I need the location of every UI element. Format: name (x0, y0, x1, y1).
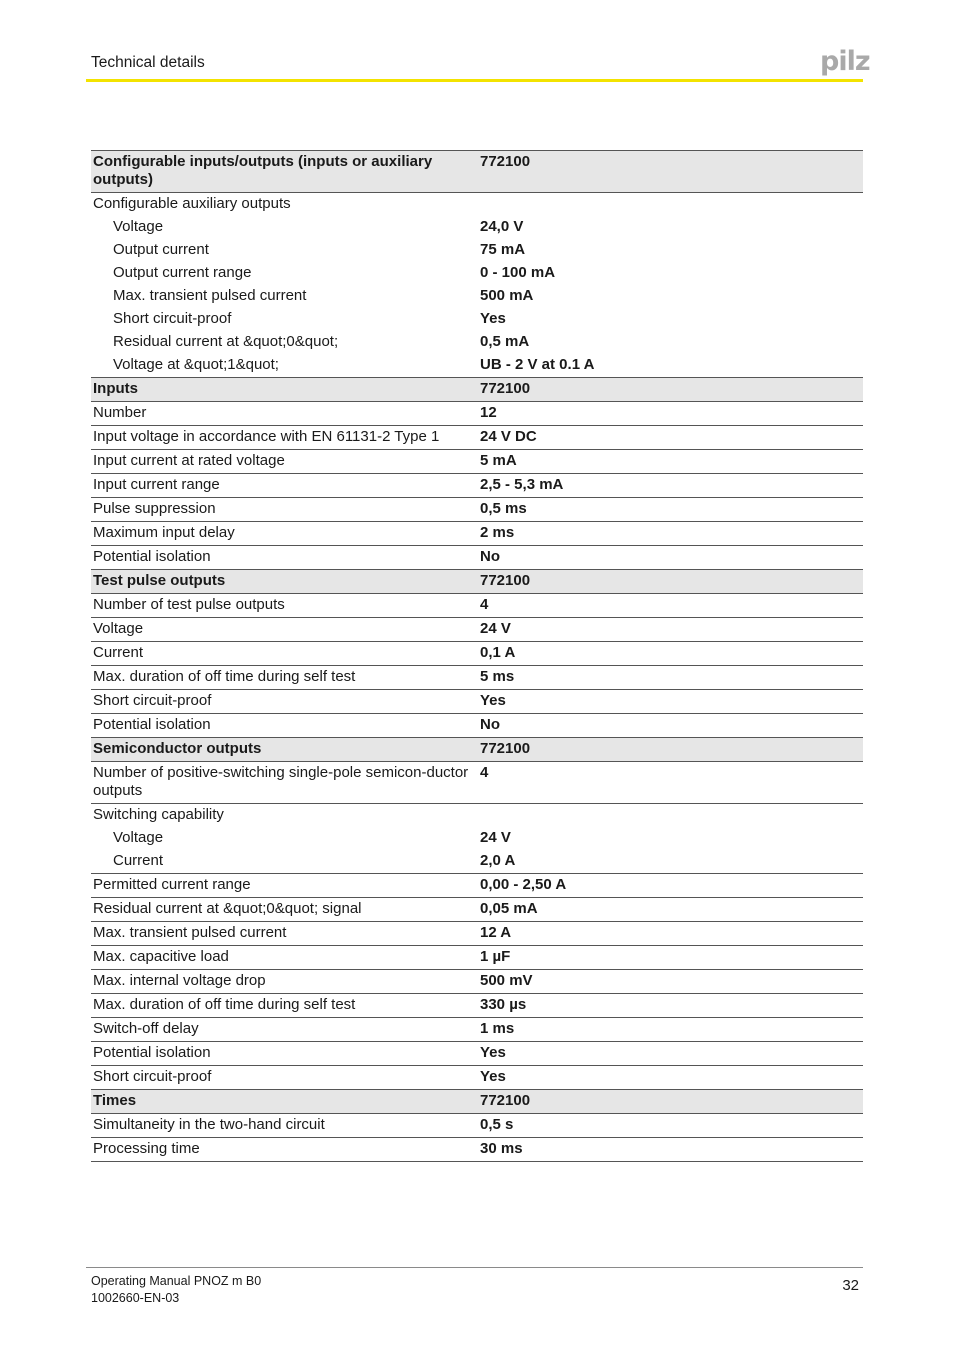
spec-label: Short circuit-proof (113, 310, 232, 327)
spec-value: 330 µs (478, 994, 863, 1018)
table-row (91, 331, 863, 354)
spec-label: Potential isolation (91, 546, 478, 570)
spec-label: Short circuit-proof (91, 690, 478, 714)
section-title: Configurable inputs/outputs (inputs or auxiliary outputs) (91, 151, 478, 193)
spec-label: Number of positive-switching single-pole semicon-ductor outputs (91, 762, 478, 804)
spec-value: 2 ms (478, 522, 863, 546)
spec-label: Configurable auxiliary outputs (93, 195, 291, 212)
spec-label: Residual current at &quot;0&quot; signal (91, 898, 478, 922)
table-row (91, 618, 863, 642)
spec-label: Output current range (113, 264, 252, 281)
table-row (91, 1042, 863, 1066)
footer-doc-number: 1002660-EN-03 (91, 1291, 180, 1305)
spec-value: No (478, 546, 863, 570)
section-part-number: 772100 (478, 378, 863, 402)
spec-label: Pulse suppression (91, 498, 478, 522)
spec-value: Yes (478, 690, 863, 714)
table-row (91, 1114, 863, 1138)
spec-value: 75 mA (480, 241, 526, 258)
spec-label: Residual current at &quot;0&quot; (113, 333, 339, 350)
table-row (91, 594, 863, 618)
spec-value: No (478, 714, 863, 738)
spec-value: 0 - 100 mA (480, 264, 556, 281)
spec-label: Permitted current range (91, 874, 478, 898)
spec-label: Short circuit-proof (91, 1066, 478, 1090)
table-row (91, 1018, 863, 1042)
table-row (91, 308, 863, 331)
section-title: Test pulse outputs (91, 570, 478, 594)
section-header-row (91, 1090, 863, 1114)
spec-label: Output current (113, 241, 209, 258)
spec-value: 0,05 mA (478, 898, 863, 922)
spec-label: Max. transient pulsed current (91, 922, 478, 946)
spec-value: 24 V (480, 829, 511, 846)
table-row (91, 666, 863, 690)
page-number: 32 (842, 1277, 859, 1294)
table-row (91, 714, 863, 738)
spec-value (478, 193, 863, 217)
spec-value: 2,0 A (478, 850, 863, 874)
spec-label: Input voltage in accordance with EN 61131-2 Type 1 (91, 426, 478, 450)
spec-label: Input current range (91, 474, 478, 498)
spec-label: Voltage (91, 618, 478, 642)
table-row (91, 922, 863, 946)
section-header-row (91, 738, 863, 762)
spec-label: Max. internal voltage drop (91, 970, 478, 994)
spec-value: 4 (478, 762, 863, 804)
table-row (91, 827, 863, 850)
spec-value: 500 mV (478, 970, 863, 994)
spec-label: Switching capability (93, 806, 224, 823)
spec-value: 0,5 ms (478, 498, 863, 522)
table-row (91, 193, 863, 217)
spec-label: Max. capacitive load (91, 946, 478, 970)
spec-value: 0,5 mA (480, 333, 530, 350)
table-row (91, 262, 863, 285)
section-title: Times (91, 1090, 478, 1114)
spec-value: 500 mA (480, 287, 534, 304)
spec-value: 5 ms (478, 666, 863, 690)
section-title: Semiconductor outputs (91, 738, 478, 762)
table-row (91, 498, 863, 522)
table-row (91, 354, 863, 378)
table-row (91, 994, 863, 1018)
spec-label: Potential isolation (91, 714, 478, 738)
technical-details-table (91, 150, 863, 1162)
spec-value: Yes (478, 1042, 863, 1066)
table-row (91, 762, 863, 804)
spec-value: 5 mA (478, 450, 863, 474)
spec-value: 1 µF (478, 946, 863, 970)
spec-label: Max. transient pulsed current (113, 287, 307, 304)
header-rule (86, 79, 863, 82)
spec-label: Voltage (113, 829, 164, 846)
table-row (91, 970, 863, 994)
spec-value: 0,5 s (478, 1114, 863, 1138)
table-row (91, 546, 863, 570)
spec-value: 24,0 V (480, 218, 524, 235)
spec-label: Potential isolation (91, 1042, 478, 1066)
spec-value: 12 A (478, 922, 863, 946)
table-row (91, 522, 863, 546)
table-row (91, 804, 863, 828)
spec-value: 24 V (478, 618, 863, 642)
section-header-row (91, 570, 863, 594)
table-row (91, 285, 863, 308)
table-row (91, 850, 863, 874)
spec-label: Maximum input delay (91, 522, 478, 546)
spec-label: Max. duration of off time during self test (91, 666, 478, 690)
spec-value: 12 (478, 402, 863, 426)
spec-label: Number (91, 402, 478, 426)
page-header-title: Technical details (91, 54, 205, 71)
table-row (91, 216, 863, 239)
spec-value: 0,00 - 2,50 A (478, 874, 863, 898)
table-row (91, 898, 863, 922)
footer-rule (86, 1267, 863, 1268)
spec-value: 2,5 - 5,3 mA (478, 474, 863, 498)
pilz-logo: pilz (820, 46, 870, 77)
table-row (91, 239, 863, 262)
table-row (91, 426, 863, 450)
section-part-number: 772100 (478, 151, 863, 193)
section-header-row (91, 378, 863, 402)
spec-value: 0,1 A (478, 642, 863, 666)
spec-value: UB - 2 V at 0.1 A (478, 354, 863, 378)
spec-label: Input current at rated voltage (91, 450, 478, 474)
spec-value: Yes (480, 310, 506, 327)
table-row (91, 1066, 863, 1090)
spec-label: Voltage (113, 218, 164, 235)
table-row (91, 1138, 863, 1162)
table-row (91, 450, 863, 474)
spec-table-body (91, 151, 863, 1162)
spec-label: Number of test pulse outputs (91, 594, 478, 618)
spec-value: 30 ms (478, 1138, 863, 1162)
section-title: Inputs (91, 378, 478, 402)
table-row (91, 690, 863, 714)
spec-value: 4 (478, 594, 863, 618)
section-header-row (91, 151, 863, 193)
spec-label: Switch-off delay (91, 1018, 478, 1042)
table-row (91, 946, 863, 970)
table-row (91, 874, 863, 898)
table-row (91, 402, 863, 426)
spec-label: Processing time (91, 1138, 478, 1162)
section-part-number: 772100 (478, 570, 863, 594)
section-part-number: 772100 (478, 1090, 863, 1114)
spec-label: Current (91, 642, 478, 666)
spec-value (478, 804, 863, 828)
spec-label: Simultaneity in the two-hand circuit (91, 1114, 478, 1138)
table-row (91, 642, 863, 666)
spec-value: Yes (478, 1066, 863, 1090)
spec-label: Max. duration of off time during self test (91, 994, 478, 1018)
footer-manual-title: Operating Manual PNOZ m B0 (91, 1274, 262, 1288)
section-part-number: 772100 (478, 738, 863, 762)
footer-info (91, 1273, 261, 1307)
spec-value: 24 V DC (478, 426, 863, 450)
spec-label: Voltage at &quot;1&quot; (91, 354, 478, 378)
spec-label: Current (91, 850, 478, 874)
spec-value: 1 ms (478, 1018, 863, 1042)
table-row (91, 474, 863, 498)
